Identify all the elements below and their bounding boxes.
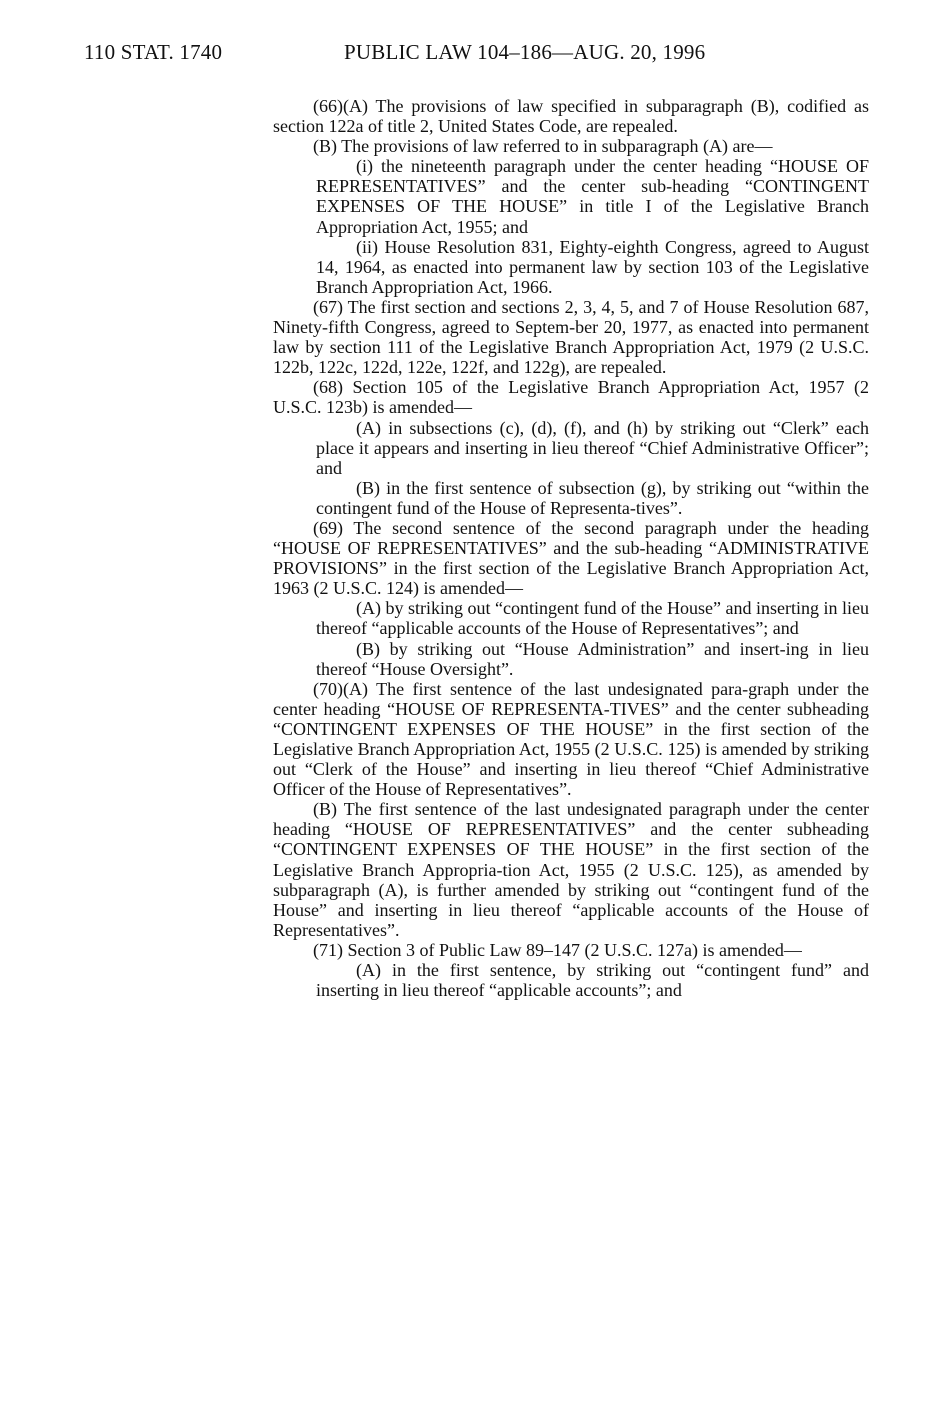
- statute-citation: 110 STAT. 1740: [84, 40, 223, 64]
- paragraph-66b: (B) The provisions of law referred to in subparagraph (A) are—: [313, 136, 773, 157]
- clause-66b-i: (i) the nineteenth paragraph under the center heading “HOUSE OF REPRESENTATIVES” and the center sub-heading “CONTINGENT EXPENSES OF THE HOUSE” in title I of the Legislative Branch Appropriation Act, 1955; and: [316, 156, 869, 237]
- paragraph-71: (71) Section 3 of Public Law 89–147 (2 U.S.C. 127a) is amended—: [313, 939, 802, 960]
- paragraph-69: (69) The second sentence of the second paragraph under the heading “HOUSE OF REPRESENTATIVES” and the sub-heading “ADMINISTRATIVE PROVISIONS” in the first section of the Legislative Branch Appropriation Act, 1963 (2 U.S.C. 124) is amended—: [273, 517, 869, 599]
- paragraph-67: (67) The first section and sections 2, 3, 4, 5, and 7 of House Resolution 687, Ninety-fifth Congress, agreed to Septem-ber 20, 1977, as enacted into permanent law by section 111 of the Legislative Branch Appropriation Act, 1979 (2 U.S.C. 122b, 122c, 122d, 122e, 122f, and 122g), are repealed.: [273, 296, 869, 378]
- paragraph-70b: (B) The first sentence of the last undesignated paragraph under the center heading “HOUSE OF REPRESENTATIVES” and the center subheading “CONTINGENT EXPENSES OF THE HOUSE” in the first section of the Legislative Branch Appropria-tion Act, 1955 (2 U.S.C. 125), as amended by subparagraph (A), is further amended by striking out “contingent fund of the House” and inserting in lieu thereof “applicable accounts of the House of Representatives”.: [273, 799, 869, 940]
- subparagraph-69a: (A) by striking out “contingent fund of the House” and inserting in lieu thereof “applicable accounts of the House of Representatives”; and: [316, 598, 869, 639]
- subparagraph-68b: (B) in the first sentence of subsection (g), by striking out “within the contingent fund of the House of Representa-tives”.: [316, 477, 869, 518]
- paragraph-70a: (70)(A) The first sentence of the last undesignated para-graph under the center heading “HOUSE OF REPRESENTA-TIVES” and the center subheading “CONTINGENT EXPENSES OF THE HOUSE” in the first section of the Legislative Branch Appropriation Act, 1955 (2 U.S.C. 125) is amended by striking out “Clerk of the House” and inserting in lieu thereof “Chief Administrative Officer of the House of Representatives”.: [273, 678, 869, 800]
- subparagraph-68a: (A) in subsections (c), (d), (f), and (h) by striking out “Clerk” each place it appears and inserting in lieu thereof “Chief Administrative Officer”; and: [316, 417, 869, 478]
- paragraph-66a: (66)(A) The provisions of law specified in subparagraph (B), codified as section 122a of title 2, United States Code, are repealed.: [273, 96, 869, 137]
- page-header: [84, 40, 884, 70]
- public-law-heading: PUBLIC LAW 104–186—AUG. 20, 1996: [344, 40, 706, 64]
- statute-body: [273, 96, 869, 1000]
- clause-66b-ii: (ii) House Resolution 831, Eighty-eighth Congress, agreed to August 14, 1964, as enacted into permanent law by section 103 of the Legislative Branch Appropriation Act, 1966.: [316, 236, 869, 297]
- paragraph-68: (68) Section 105 of the Legislative Branch Appropriation Act, 1957 (2 U.S.C. 123b) is amended—: [273, 377, 869, 418]
- subparagraph-71a: (A) in the first sentence, by striking out “contingent fund” and inserting in lieu thereof “applicable accounts”; and: [316, 960, 869, 1001]
- subparagraph-69b: (B) by striking out “House Administration” and insert-ing in lieu thereof “House Oversight”.: [316, 638, 869, 679]
